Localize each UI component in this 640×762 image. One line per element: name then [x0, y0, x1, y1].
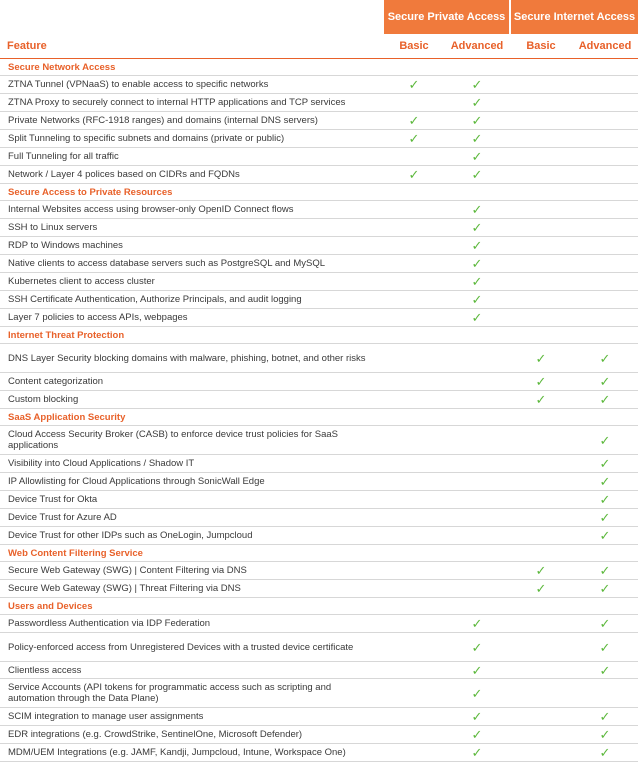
- mark-cell: [510, 491, 572, 509]
- mark-cell: [384, 473, 444, 491]
- mark-cell: [572, 744, 638, 762]
- mark-cell: [384, 562, 444, 580]
- feature-row: [0, 344, 638, 373]
- mark-cell: [444, 662, 510, 679]
- mark-cell: [572, 255, 638, 273]
- mark-cell: [384, 148, 444, 166]
- feature-row: [0, 166, 638, 184]
- mark-cell: [384, 708, 444, 726]
- mark-cell: [510, 662, 572, 679]
- mark-cell: [444, 255, 510, 273]
- mark-cell: [384, 166, 444, 184]
- mark-cell: [444, 391, 510, 409]
- feature-name: Service Accounts (API tokens for programmatic access such as scripting and automation through the Data Plane): [0, 679, 384, 708]
- check-private-advanced-icon: ✓: [471, 685, 483, 701]
- mark-cell: [444, 473, 510, 491]
- mark-cell: [384, 344, 444, 373]
- mark-cell: [384, 76, 444, 94]
- check-private-advanced-icon: ✓: [471, 238, 483, 253]
- mark-cell: [510, 130, 572, 148]
- check-private-advanced-icon: ✓: [471, 113, 483, 128]
- mark-cell: [572, 130, 638, 148]
- mark-cell: [444, 201, 510, 219]
- section-header-row: [0, 545, 638, 562]
- feature-row: [0, 615, 638, 633]
- mark-cell: [572, 562, 638, 580]
- feature-name: Full Tunneling for all traffic: [0, 148, 384, 166]
- check-internet-advanced-icon: ✓: [599, 662, 611, 678]
- mark-cell: [510, 76, 572, 94]
- mark-cell: [572, 580, 638, 598]
- check-internet-advanced-icon: ✓: [599, 492, 611, 507]
- feature-name: Device Trust for other IDPs such as OneLogin, Jumpcloud: [0, 527, 384, 545]
- mark-cell: [444, 219, 510, 237]
- check-internet-basic-icon: ✓: [535, 563, 547, 578]
- check-internet-advanced-icon: ✓: [599, 510, 611, 525]
- mark-cell: [510, 744, 572, 762]
- section-title: Users and Devices: [0, 598, 638, 615]
- mark-cell: [444, 130, 510, 148]
- mark-cell: [384, 309, 444, 327]
- check-private-advanced-icon: ✓: [471, 709, 483, 724]
- mark-cell: [572, 633, 638, 662]
- feature-row: [0, 76, 638, 94]
- check-private-advanced-icon: ✓: [471, 292, 483, 307]
- group-header-secure-private-access: Secure Private Access: [384, 0, 510, 34]
- section-title: Internet Threat Protection: [0, 327, 638, 344]
- mark-cell: [572, 148, 638, 166]
- mark-cell: [510, 201, 572, 219]
- mark-cell: [384, 455, 444, 473]
- check-private-basic-icon: ✓: [408, 113, 420, 128]
- mark-cell: [510, 562, 572, 580]
- feature-row: [0, 473, 638, 491]
- mark-cell: [384, 273, 444, 291]
- check-private-advanced-icon: ✓: [471, 131, 483, 146]
- group-header-secure-internet-access: Secure Internet Access: [510, 0, 638, 34]
- feature-name: Device Trust for Azure AD: [0, 509, 384, 527]
- feature-name: Policy-enforced access from Unregistered Devices with a trusted device certificate: [0, 633, 384, 662]
- check-internet-advanced-icon: ✓: [599, 392, 611, 407]
- check-internet-advanced-icon: ✓: [599, 745, 611, 760]
- mark-cell: [384, 491, 444, 509]
- mark-cell: [444, 291, 510, 309]
- check-internet-basic-icon: ✓: [535, 374, 547, 389]
- mark-cell: [444, 94, 510, 112]
- feature-row: [0, 130, 638, 148]
- tier-header-internet-basic: Basic: [510, 34, 572, 59]
- mark-cell: [510, 373, 572, 391]
- mark-cell: [384, 201, 444, 219]
- check-private-advanced-icon: ✓: [471, 662, 483, 678]
- feature-name: Visibility into Cloud Applications / Shadow IT: [0, 455, 384, 473]
- mark-cell: [572, 509, 638, 527]
- mark-cell: [444, 509, 510, 527]
- feature-row: [0, 237, 638, 255]
- mark-cell: [384, 130, 444, 148]
- mark-cell: [572, 291, 638, 309]
- feature-name: ZTNA Tunnel (VPNaaS) to enable access to specific networks: [0, 76, 384, 94]
- section-header-row: [0, 598, 638, 615]
- feature-row: [0, 527, 638, 545]
- mark-cell: [384, 744, 444, 762]
- mark-cell: [384, 291, 444, 309]
- mark-cell: [510, 726, 572, 744]
- feature-row: [0, 509, 638, 527]
- feature-row: [0, 455, 638, 473]
- check-internet-basic-icon: ✓: [535, 581, 547, 596]
- mark-cell: [572, 473, 638, 491]
- mark-cell: [510, 237, 572, 255]
- feature-name: Native clients to access database servers such as PostgreSQL and MySQL: [0, 255, 384, 273]
- check-private-advanced-icon: ✓: [471, 149, 483, 164]
- mark-cell: [444, 633, 510, 662]
- mark-cell: [510, 527, 572, 545]
- mark-cell: [510, 426, 572, 455]
- mark-cell: [510, 344, 572, 373]
- check-internet-advanced-icon: ✓: [599, 374, 611, 389]
- mark-cell: [510, 708, 572, 726]
- check-internet-advanced-icon: ✓: [599, 709, 611, 724]
- feature-row: [0, 112, 638, 130]
- feature-name: ZTNA Proxy to securely connect to internal HTTP applications and TCP services: [0, 94, 384, 112]
- feature-row: [0, 391, 638, 409]
- mark-cell: [444, 344, 510, 373]
- mark-cell: [510, 255, 572, 273]
- mark-cell: [384, 112, 444, 130]
- section-title: Secure Access to Private Resources: [0, 184, 638, 201]
- mark-cell: [444, 148, 510, 166]
- check-private-advanced-icon: ✓: [471, 274, 483, 289]
- feature-row: [0, 426, 638, 455]
- feature-row: [0, 562, 638, 580]
- mark-cell: [572, 527, 638, 545]
- mark-cell: [510, 94, 572, 112]
- mark-cell: [510, 679, 572, 708]
- mark-cell: [510, 615, 572, 633]
- mark-cell: [510, 391, 572, 409]
- mark-cell: [384, 373, 444, 391]
- feature-name: SSH to Linux servers: [0, 219, 384, 237]
- check-private-basic-icon: ✓: [408, 131, 420, 146]
- feature-name: RDP to Windows machines: [0, 237, 384, 255]
- section-header-row: [0, 327, 638, 344]
- mark-cell: [572, 391, 638, 409]
- check-private-advanced-icon: ✓: [471, 202, 483, 217]
- feature-name: DNS Layer Security blocking domains with malware, phishing, botnet, and other risks: [0, 344, 384, 373]
- feature-name: EDR integrations (e.g. CrowdStrike, SentinelOne, Microsoft Defender): [0, 726, 384, 744]
- mark-cell: [444, 744, 510, 762]
- mark-cell: [572, 309, 638, 327]
- section-title: SaaS Application Security: [0, 409, 638, 426]
- check-private-basic-icon: ✓: [408, 77, 420, 92]
- section-title: Web Content Filtering Service: [0, 545, 638, 562]
- feature-name: Clientless access: [0, 662, 384, 679]
- mark-cell: [384, 391, 444, 409]
- feature-name: Internal Websites access using browser-only OpenID Connect flows: [0, 201, 384, 219]
- mark-cell: [572, 94, 638, 112]
- mark-cell: [510, 580, 572, 598]
- mark-cell: [510, 273, 572, 291]
- mark-cell: [572, 491, 638, 509]
- mark-cell: [384, 94, 444, 112]
- feature-row: [0, 291, 638, 309]
- mark-cell: [510, 309, 572, 327]
- check-internet-advanced-icon: ✓: [599, 474, 611, 489]
- check-internet-advanced-icon: ✓: [599, 727, 611, 742]
- check-private-advanced-icon: ✓: [471, 256, 483, 271]
- mark-cell: [444, 309, 510, 327]
- feature-name: Private Networks (RFC-1918 ranges) and domains (internal DNS servers): [0, 112, 384, 130]
- mark-cell: [444, 426, 510, 455]
- feature-row: [0, 633, 638, 662]
- mark-cell: [444, 580, 510, 598]
- feature-row: [0, 148, 638, 166]
- feature-row: [0, 662, 638, 679]
- check-internet-advanced-icon: ✓: [599, 528, 611, 543]
- mark-cell: [572, 166, 638, 184]
- check-private-advanced-icon: ✓: [471, 727, 483, 742]
- mark-cell: [510, 291, 572, 309]
- check-private-advanced-icon: ✓: [471, 77, 483, 92]
- feature-row: [0, 94, 638, 112]
- mark-cell: [572, 615, 638, 633]
- mark-cell: [572, 201, 638, 219]
- mark-cell: [572, 679, 638, 708]
- section-header-row: [0, 184, 638, 201]
- feature-row: [0, 726, 638, 744]
- check-private-advanced-icon: ✓: [471, 167, 483, 182]
- check-private-advanced-icon: ✓: [471, 95, 483, 110]
- mark-cell: [384, 219, 444, 237]
- feature-name: Kubernetes client to access cluster: [0, 273, 384, 291]
- feature-row: [0, 373, 638, 391]
- mark-cell: [384, 509, 444, 527]
- check-internet-advanced-icon: ✓: [599, 456, 611, 471]
- feature-row: [0, 255, 638, 273]
- check-internet-advanced-icon: ✓: [599, 639, 611, 655]
- mark-cell: [384, 527, 444, 545]
- feature-name: Device Trust for Okta: [0, 491, 384, 509]
- check-internet-advanced-icon: ✓: [599, 581, 611, 596]
- feature-row: [0, 744, 638, 762]
- mark-cell: [444, 166, 510, 184]
- mark-cell: [444, 679, 510, 708]
- mark-cell: [510, 509, 572, 527]
- mark-cell: [510, 473, 572, 491]
- mark-cell: [384, 580, 444, 598]
- tier-header-private-advanced: Advanced: [444, 34, 510, 59]
- feature-name: MDM/UEM Integrations (e.g. JAMF, Kandji, Jumpcloud, Intune, Workspace One): [0, 744, 384, 762]
- mark-cell: [384, 726, 444, 744]
- mark-cell: [572, 344, 638, 373]
- feature-name: Split Tunneling to specific subnets and domains (private or public): [0, 130, 384, 148]
- feature-name: Layer 7 policies to access APIs, webpages: [0, 309, 384, 327]
- feature-row: [0, 708, 638, 726]
- feature-row: [0, 491, 638, 509]
- mark-cell: [572, 219, 638, 237]
- feature-name: Content categorization: [0, 373, 384, 391]
- mark-cell: [572, 426, 638, 455]
- feature-row: [0, 273, 638, 291]
- mark-cell: [444, 491, 510, 509]
- mark-cell: [572, 373, 638, 391]
- tier-header-private-basic: Basic: [384, 34, 444, 59]
- header-blank: [0, 0, 384, 34]
- mark-cell: [572, 662, 638, 679]
- mark-cell: [510, 148, 572, 166]
- check-internet-advanced-icon: ✓: [599, 616, 611, 631]
- mark-cell: [510, 633, 572, 662]
- feature-name: Custom blocking: [0, 391, 384, 409]
- mark-cell: [444, 615, 510, 633]
- feature-name: Cloud Access Security Broker (CASB) to enforce device trust policies for SaaS applications: [0, 426, 384, 455]
- mark-cell: [384, 615, 444, 633]
- mark-cell: [444, 562, 510, 580]
- section-title: Secure Network Access: [0, 59, 638, 76]
- mark-cell: [572, 76, 638, 94]
- mark-cell: [444, 708, 510, 726]
- mark-cell: [572, 237, 638, 255]
- mark-cell: [444, 76, 510, 94]
- mark-cell: [444, 373, 510, 391]
- check-private-advanced-icon: ✓: [471, 616, 483, 631]
- mark-cell: [572, 455, 638, 473]
- mark-cell: [572, 726, 638, 744]
- feature-row: [0, 679, 638, 708]
- tier-header-internet-advanced: Advanced: [572, 34, 638, 59]
- check-internet-basic-icon: ✓: [535, 392, 547, 407]
- mark-cell: [510, 112, 572, 130]
- feature-name: Passwordless Authentication via IDP Federation: [0, 615, 384, 633]
- mark-cell: [444, 112, 510, 130]
- feature-row: [0, 201, 638, 219]
- check-private-advanced-icon: ✓: [471, 639, 483, 655]
- mark-cell: [444, 273, 510, 291]
- mark-cell: [444, 455, 510, 473]
- check-internet-advanced-icon: ✓: [599, 432, 611, 448]
- check-internet-advanced-icon: ✓: [599, 563, 611, 578]
- feature-name: Secure Web Gateway (SWG) | Content Filtering via DNS: [0, 562, 384, 580]
- mark-cell: [384, 633, 444, 662]
- section-header-row: [0, 59, 638, 76]
- feature-name: SSH Certificate Authentication, Authorize Principals, and audit logging: [0, 291, 384, 309]
- mark-cell: [510, 166, 572, 184]
- check-private-advanced-icon: ✓: [471, 745, 483, 760]
- mark-cell: [444, 527, 510, 545]
- feature-column-header: Feature: [0, 34, 384, 59]
- check-private-basic-icon: ✓: [408, 167, 420, 182]
- check-private-advanced-icon: ✓: [471, 220, 483, 235]
- mark-cell: [384, 255, 444, 273]
- mark-cell: [572, 708, 638, 726]
- feature-row: [0, 580, 638, 598]
- feature-name: Secure Web Gateway (SWG) | Threat Filtering via DNS: [0, 580, 384, 598]
- mark-cell: [384, 662, 444, 679]
- mark-cell: [384, 237, 444, 255]
- feature-name: SCIM integration to manage user assignments: [0, 708, 384, 726]
- check-private-advanced-icon: ✓: [471, 310, 483, 325]
- mark-cell: [572, 112, 638, 130]
- mark-cell: [384, 426, 444, 455]
- check-internet-basic-icon: ✓: [535, 350, 547, 366]
- mark-cell: [444, 726, 510, 744]
- mark-cell: [384, 679, 444, 708]
- feature-row: [0, 219, 638, 237]
- feature-name: Network / Layer 4 polices based on CIDRs and FQDNs: [0, 166, 384, 184]
- feature-row: [0, 309, 638, 327]
- mark-cell: [444, 237, 510, 255]
- mark-cell: [510, 219, 572, 237]
- mark-cell: [510, 455, 572, 473]
- mark-cell: [572, 273, 638, 291]
- feature-name: IP Allowlisting for Cloud Applications through SonicWall Edge: [0, 473, 384, 491]
- check-internet-advanced-icon: ✓: [599, 350, 611, 366]
- section-header-row: [0, 409, 638, 426]
